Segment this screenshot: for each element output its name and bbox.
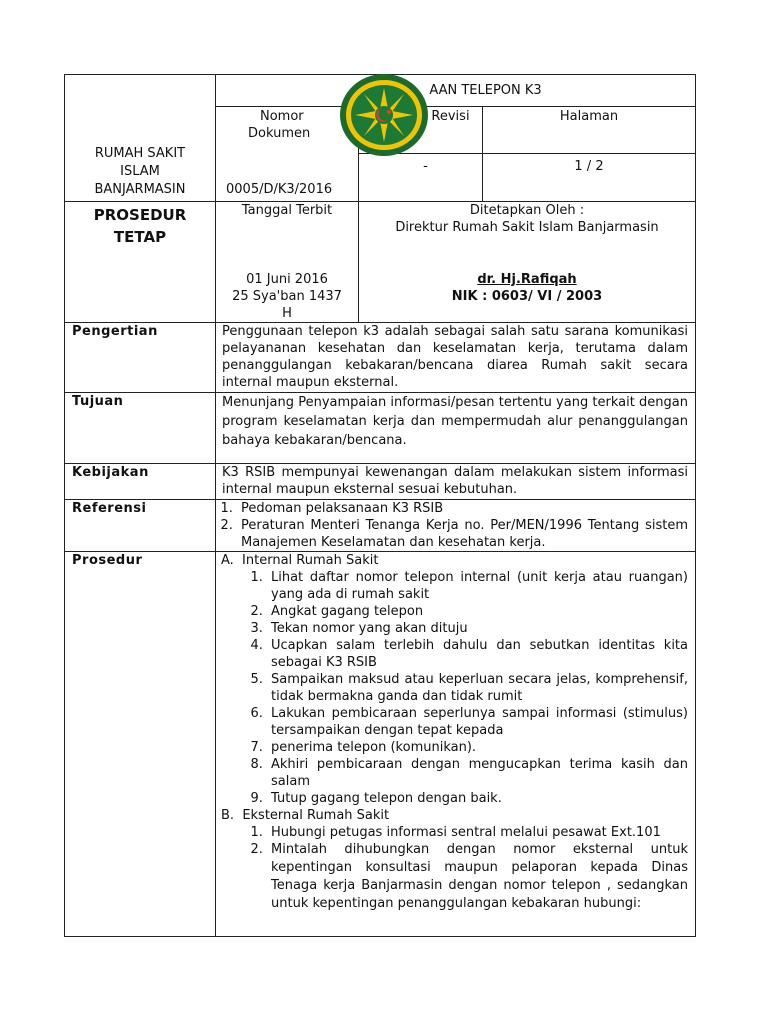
sop-document bbox=[64, 74, 695, 932]
referensi-list bbox=[216, 500, 688, 551]
protap-line2: TETAP bbox=[113, 228, 167, 246]
list-item: 5. Sampaikan maksud atau keperluan secara jelas, komprehensif, tidak bermakna ganda dan tidak rumit bbox=[267, 671, 688, 705]
tanggal-values bbox=[216, 271, 358, 322]
list-item: 4. Ucapkan salam terlebih dahulu dan sebutkan identitas kita sebagai K3 RSIB bbox=[267, 637, 688, 671]
list-item: 3. Tekan nomor yang akan dituju bbox=[267, 620, 688, 637]
protap-line1: PROSEDUR bbox=[93, 206, 187, 224]
list-item: 1. Lihat daftar nomor telepon internal (unit kerja atau ruangan) yang ada di rumah sakit bbox=[267, 569, 688, 603]
nomor-label-2: Dokumen bbox=[248, 126, 311, 141]
list-item: 6. Lakukan pembicaraan seperlunya sampai informasi (stimulus) tersampaikan dengan tepat kepada bbox=[267, 705, 688, 739]
hospital-name-cell bbox=[65, 75, 216, 202]
revisi-value: - bbox=[359, 154, 483, 202]
signatory-name: dr. Hj.Rafiqah bbox=[477, 272, 577, 287]
tujuan-text: Menunjang Penyampaian informasi/pesan tertentu yang terkait dengan program keselamatan kerja dan mempermudah alur penanggulangan bahaya kebakaran/bencana. bbox=[216, 393, 696, 464]
eksternal-heading: B. Eksternal Rumah Sakit bbox=[221, 808, 390, 823]
tujuan-label: Tujuan bbox=[65, 393, 216, 464]
kebijakan-label: Kebijakan bbox=[65, 464, 216, 500]
hospital-name-line1: RUMAH SAKIT bbox=[94, 146, 186, 161]
document-title bbox=[216, 75, 696, 107]
hospital-name-line3: BANJARMASIN bbox=[94, 182, 186, 197]
prosedur-tetap-cell bbox=[65, 202, 216, 323]
hospital-name-line2: ISLAM bbox=[120, 164, 160, 179]
referensi-cell bbox=[216, 500, 696, 552]
penetapan-cell bbox=[359, 202, 696, 323]
ditetapkan-label: Ditetapkan Oleh : bbox=[469, 203, 585, 218]
tanggal-hijriah: 25 Sya'ban 1437 bbox=[232, 289, 342, 304]
nomor-label-1: Nomor bbox=[260, 109, 304, 124]
prosedur-label: Prosedur bbox=[65, 552, 216, 937]
tanggal-masehi: 01 Juni 2016 bbox=[246, 272, 328, 287]
halaman-value: 1 / 2 bbox=[483, 154, 696, 202]
list-item: 8. Akhiri pembicaraan dengan mengucapkan terima kasih dan salam bbox=[267, 756, 688, 790]
list-item: 2. Angkat gagang telepon bbox=[267, 603, 688, 620]
referensi-item: 1. Pedoman pelaksanaan K3 RSIB bbox=[237, 500, 688, 517]
halaman-label: Halaman bbox=[483, 107, 696, 154]
tanggal-suffix: H bbox=[282, 306, 292, 321]
internal-steps bbox=[221, 569, 688, 807]
list-item: 2. Mintalah dihubungkan dengan nomor eksternal untuk kepentingan konsultasi maupun pelaporan kepada Dinas Tenaga kerja Banjarmasin dengan nomor telepon , sedangkan untuk kepentingan penanggulangan kebakaran hubungi: bbox=[267, 841, 688, 913]
tanggal-terbit-cell bbox=[216, 202, 359, 323]
signatory-nik: NIK : 0603/ VI / 2003 bbox=[451, 289, 603, 304]
internal-heading: A. Internal Rumah Sakit bbox=[221, 553, 379, 568]
list-item: 1. Hubungi petugas informasi sentral melalui pesawat Ext.101 bbox=[267, 824, 688, 841]
kebijakan-text: K3 RSIB mempunyai kewenangan dalam melakukan sistem informasi internal maupun eksternal sesuai kebutuhan. bbox=[216, 464, 696, 500]
signatory bbox=[359, 271, 695, 305]
revisi-label: Revisi bbox=[359, 107, 483, 154]
direktur-label: Direktur Rumah Sakit Islam Banjarmasin bbox=[395, 220, 659, 235]
referensi-item: 2. Peraturan Menteri Tenanga Kerja no. Per/MEN/1996 Tentang sistem Manajemen Keselamatan dan kesehatan kerja. bbox=[237, 517, 688, 551]
pengertian-text: Penggunaan telepon k3 adalah sebagai salah satu sarana komunikasi pelayananan kesehatan dan keselamatan kerja, terutama dalam penanggulangan kebakaran/bencana diarea Rumah sakit secara internal maupun eksternal. bbox=[216, 323, 696, 393]
document-title-text: AAN TELEPON K3 bbox=[429, 83, 542, 98]
nomor-dokumen-value: 0005/D/K3/2016 bbox=[226, 182, 333, 197]
sop-table bbox=[64, 74, 696, 937]
referensi-label: Referensi bbox=[65, 500, 216, 552]
pengertian-label: Pengertian bbox=[65, 323, 216, 393]
eksternal-steps bbox=[221, 824, 688, 913]
prosedur-cell bbox=[216, 552, 696, 937]
list-item: 9. Tutup gagang telepon dengan baik. bbox=[267, 790, 688, 807]
hospital-logo bbox=[338, 72, 430, 158]
list-item: 7. penerima telepon (komunikan). bbox=[267, 739, 688, 756]
tanggal-label: Tanggal Terbit bbox=[241, 203, 333, 218]
